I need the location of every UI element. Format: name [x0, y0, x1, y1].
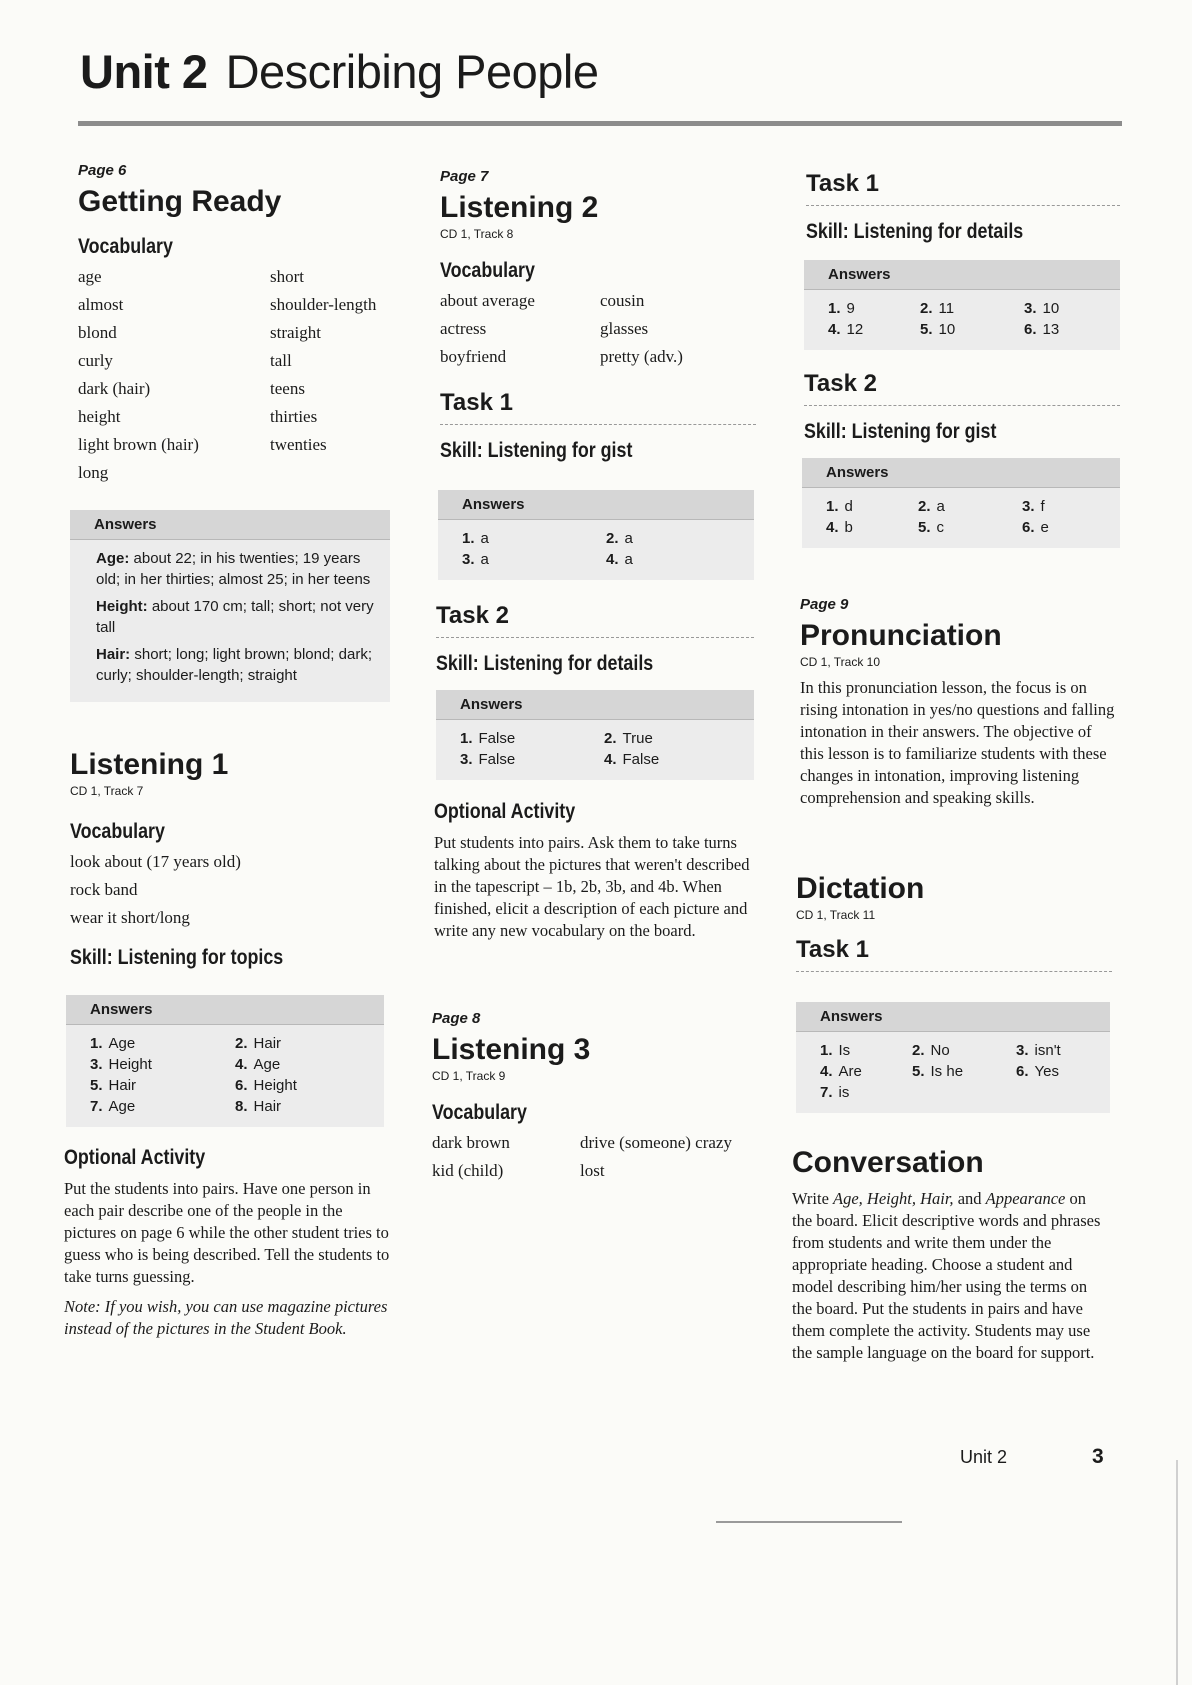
optional-heading: Optional Activity: [64, 1146, 206, 1169]
vocab-item: age: [78, 267, 102, 286]
skill-heading: Skill: Listening for gist: [440, 439, 633, 462]
section-title: Getting Ready: [78, 185, 282, 218]
task-heading: Task 2: [436, 602, 754, 638]
vocabulary-heading: Vocabulary: [432, 1101, 527, 1124]
answer-label: Height:: [96, 598, 148, 615]
skill-heading: Skill: Listening for details: [436, 652, 654, 675]
answer-item: [820, 1061, 912, 1082]
answer-paragraph: [70, 644, 390, 686]
answer-value: Height: [108, 1056, 152, 1073]
answer-number: 5.: [912, 1063, 925, 1080]
answer-value: d: [844, 498, 853, 515]
answer-item: [235, 1096, 384, 1117]
answer-value: Hair: [108, 1077, 137, 1094]
answer-item: [235, 1054, 384, 1075]
italic-term: Appearance: [985, 1189, 1066, 1208]
vocabulary-heading: Vocabulary: [70, 820, 165, 843]
vocab-column: [600, 287, 756, 371]
answer-number: 6.: [1016, 1063, 1029, 1080]
answer-number: 7.: [90, 1098, 103, 1115]
vocab-item: twenties: [270, 435, 327, 454]
answer-number: 1.: [826, 498, 839, 515]
answer-value: a: [480, 551, 489, 568]
vocab-item: almost: [78, 295, 124, 314]
pronunciation-section: [800, 596, 1116, 809]
answer-item: [462, 528, 606, 549]
answer-value: Hair: [253, 1035, 282, 1052]
answer-label: Hair:: [96, 646, 131, 663]
answer-number: 2.: [912, 1042, 925, 1059]
answer-value: True: [622, 730, 653, 747]
answer-number: 4.: [820, 1063, 833, 1080]
answers-list: [438, 528, 754, 570]
answers-box: [802, 458, 1120, 548]
page-ref: Page 7: [440, 168, 489, 185]
answer-value: Height: [253, 1077, 297, 1094]
answer-item: [820, 1040, 912, 1061]
pronunciation-text: In this pronunciation lesson, the focus is on rising intonation in yes/no questions and falling intonation in their answers. The objective of this lesson is to familiarize students with these changes in intonation, improving listening comprehension and speaking skills.: [800, 678, 1115, 807]
answer-value: is: [838, 1084, 850, 1101]
vocab-item: blond: [78, 323, 117, 342]
answer-label: Age:: [96, 550, 130, 567]
page-ref: Page 9: [800, 596, 849, 613]
col3-task1: [806, 170, 1120, 244]
answer-number: 7.: [820, 1084, 833, 1101]
answers-list: [436, 728, 754, 770]
answer-value: Are: [838, 1063, 862, 1080]
answer-item: [1022, 496, 1120, 517]
answer-item: [460, 728, 604, 749]
dictation-section: [796, 872, 1112, 972]
answer-number: 5.: [90, 1077, 103, 1094]
answer-value: Is: [838, 1042, 851, 1059]
answers-list: [66, 1033, 384, 1117]
title-divider: [78, 121, 1122, 126]
answer-number: 1.: [462, 530, 475, 547]
optional-heading: Optional Activity: [434, 800, 576, 823]
task-heading: Task 1: [796, 936, 1112, 972]
task-heading: Task 2: [804, 370, 1120, 406]
vocabulary-list: [78, 263, 390, 487]
task-heading: Task 1: [440, 389, 756, 425]
italic-terms: Age, Height, Hair,: [833, 1189, 954, 1208]
optional-text: Put students into pairs. Ask them to take turns talking about the pictures that weren't described in the tapescript – 1b, 2b, 3b, and 4b. When finished, elicit a description of each picture and write any new vocabulary on the board.: [434, 833, 750, 940]
getting-ready-section: [78, 162, 390, 487]
vocabulary-list: [440, 287, 756, 371]
vocabulary-heading: Vocabulary: [78, 235, 173, 258]
vocab-item: lost: [580, 1161, 605, 1180]
answer-paragraph: [70, 596, 390, 638]
answers-box: [66, 995, 384, 1127]
answer-value: e: [1040, 519, 1049, 536]
vocab-item: teens: [270, 379, 305, 398]
vocabulary-list: [432, 1129, 754, 1185]
listening2-section: [440, 168, 756, 463]
vocab-item: dark (hair): [78, 379, 151, 398]
answers-label: Answers: [796, 1002, 1110, 1032]
answer-item: [606, 528, 754, 549]
vocab-item: glasses: [600, 319, 649, 338]
answer-item: [235, 1075, 384, 1096]
listening3-section: [432, 1010, 754, 1185]
skill-heading: Skill: Listening for topics: [70, 946, 284, 969]
answer-item: [235, 1033, 384, 1054]
answer-paragraph: [70, 548, 390, 590]
page-edge: [1176, 1460, 1178, 1685]
vocab-item: shoulder-length: [270, 295, 377, 314]
answer-number: 6.: [1024, 321, 1037, 338]
answer-number: 2.: [235, 1035, 248, 1052]
answer-number: 1.: [460, 730, 473, 747]
vocab-item: drive (someone) crazy: [580, 1133, 732, 1152]
answer-value: b: [844, 519, 853, 536]
answer-number: 3.: [462, 551, 475, 568]
answer-value: Hair: [253, 1098, 282, 1115]
answers-label: Answers: [438, 490, 754, 520]
vocab-item: cousin: [600, 291, 645, 310]
answer-value: 13: [1042, 321, 1060, 338]
answer-number: 4.: [828, 321, 841, 338]
vocab-item: curly: [78, 351, 113, 370]
answer-number: 2.: [918, 498, 931, 515]
answer-value: False: [478, 730, 516, 747]
answer-item: [1016, 1061, 1110, 1082]
answer-number: 3.: [460, 751, 473, 768]
vocab-item: straight: [270, 323, 321, 342]
answers-label: Answers: [802, 458, 1120, 488]
vocab-column: [432, 1129, 570, 1185]
vocab-column: [270, 263, 390, 487]
vocab-item: look about (17 years old): [70, 852, 241, 871]
track-label: CD 1, Track 7: [70, 784, 144, 798]
answers-list: [796, 1040, 1110, 1103]
section-title: Listening 2: [440, 191, 599, 224]
answer-value: isn't: [1034, 1042, 1061, 1059]
vocabulary-list: [70, 848, 390, 932]
vocab-item: height: [78, 407, 121, 426]
answer-item: [912, 1061, 1016, 1082]
answer-number: 3.: [1022, 498, 1035, 515]
answer-item: [828, 319, 920, 340]
answer-value: a: [480, 530, 489, 547]
answer-item: [90, 1075, 235, 1096]
answer-value: No: [930, 1042, 950, 1059]
answer-item: [1024, 319, 1120, 340]
page-ref: Page 6: [78, 162, 127, 179]
optional-activity: [64, 1146, 390, 1340]
answers-box: [70, 510, 390, 702]
answers-label: Answers: [70, 510, 390, 540]
vocab-item: boyfriend: [440, 347, 507, 366]
answer-value: Yes: [1034, 1063, 1059, 1080]
answer-number: 1.: [820, 1042, 833, 1059]
answer-item: [1016, 1040, 1110, 1061]
text-fragment: on the board. Elicit descriptive words and phrases from students and write them under the appropriate heading. Choose a student and model describing him/her using the terms on the board. Put the students in pairs and have them complete the activity. Students may use the sample language on the board for support.: [792, 1189, 1101, 1362]
answer-value: False: [478, 751, 516, 768]
section-title: Dictation: [796, 872, 925, 905]
answer-item: [820, 1082, 912, 1103]
answer-item: [828, 298, 920, 319]
answer-number: 3.: [90, 1056, 103, 1073]
conversation-text: [792, 1188, 1106, 1364]
track-label: CD 1, Track 11: [796, 908, 876, 922]
answers-box: [438, 490, 754, 580]
answer-value: Is he: [930, 1063, 964, 1080]
answer-value: 10: [938, 321, 956, 338]
optional-activity: [434, 800, 756, 942]
vocab-item: short: [270, 267, 304, 286]
vocab-item: thirties: [270, 407, 318, 426]
answers-label: Answers: [436, 690, 754, 720]
answer-item: [920, 298, 1024, 319]
section-title: Pronunciation: [800, 619, 1002, 652]
answer-item: [604, 749, 754, 770]
track-label: CD 1, Track 9: [432, 1069, 506, 1083]
answers-box: [804, 260, 1120, 350]
answer-value: 9: [846, 300, 855, 317]
answer-item: [918, 517, 1022, 538]
answer-value: a: [936, 498, 945, 515]
page-title: [80, 44, 599, 99]
answer-number: 2.: [920, 300, 933, 317]
answer-item: [912, 1040, 1016, 1061]
answer-value: Age: [108, 1035, 136, 1052]
section-title: Conversation: [792, 1146, 984, 1179]
answer-number: 4.: [606, 551, 619, 568]
vocab-item: tall: [270, 351, 292, 370]
answers-label: Answers: [66, 995, 384, 1025]
answers-label: Answers: [804, 260, 1120, 290]
vocab-item: wear it short/long: [70, 908, 190, 927]
page-number: 3: [1092, 1445, 1104, 1468]
answer-value: c: [936, 519, 945, 536]
track-label: CD 1, Track 8: [440, 227, 514, 241]
optional-text: Put the students into pairs. Have one person in each pair describe one of the people in the pictures on page 6 while the other student tries to guess who is being described. Tell the students to take turns guessing.: [64, 1179, 390, 1286]
footer-unit-label: Unit 2: [960, 1447, 1008, 1467]
vocab-item: rock band: [70, 880, 138, 899]
answer-value: False: [622, 751, 660, 768]
answer-number: 5.: [918, 519, 931, 536]
answer-item: [604, 728, 754, 749]
answers-box: [436, 690, 754, 780]
vocabulary-heading: Vocabulary: [440, 259, 535, 282]
answer-number: 6.: [235, 1077, 248, 1094]
text-fragment: and: [953, 1189, 986, 1208]
answer-item: [606, 549, 754, 570]
vocab-item: pretty (adv.): [600, 347, 683, 366]
vocab-item: about average: [440, 291, 535, 310]
answer-text: about 22; in his twenties; 19 years old; in her thirties; almost 25; in her teens: [96, 550, 371, 588]
answer-item: [90, 1096, 235, 1117]
answer-text: short; long; light brown; blond; dark; curly; shoulder-length; straight: [96, 646, 372, 684]
answer-number: 1.: [90, 1035, 103, 1052]
answer-number: 3.: [1016, 1042, 1029, 1059]
answer-number: 5.: [920, 321, 933, 338]
answer-number: 2.: [604, 730, 617, 747]
answer-text: about 170 cm; tall; short; not very tall: [96, 598, 374, 636]
answer-item: [920, 319, 1024, 340]
page-ref: Page 8: [432, 1010, 481, 1027]
answers-list: [804, 298, 1120, 340]
vocab-item: kid (child): [432, 1161, 504, 1180]
answer-item: [826, 517, 918, 538]
answer-number: 3.: [1024, 300, 1037, 317]
vocab-column: [440, 287, 590, 371]
answer-value: f: [1040, 498, 1045, 515]
answer-number: 6.: [1022, 519, 1035, 536]
skill-heading: Skill: Listening for details: [806, 220, 1024, 243]
answer-item: [462, 549, 606, 570]
answer-item: [460, 749, 604, 770]
answers-list: [70, 548, 390, 686]
answer-number: 4.: [604, 751, 617, 768]
vocab-item: dark brown: [432, 1133, 510, 1152]
section-title: Listening 1: [70, 748, 229, 781]
vocab-item: light brown (hair): [78, 435, 199, 454]
task2-section: [436, 602, 754, 676]
answers-box: [796, 1002, 1110, 1113]
answer-number: 8.: [235, 1098, 248, 1115]
answer-number: 2.: [606, 530, 619, 547]
answer-value: Age: [253, 1056, 281, 1073]
answer-item: [1022, 517, 1120, 538]
answer-value: a: [624, 530, 633, 547]
answer-number: 4.: [235, 1056, 248, 1073]
answer-item: [826, 496, 918, 517]
skill-heading: Skill: Listening for gist: [804, 420, 997, 443]
vocab-column: [580, 1129, 754, 1185]
vocab-column: [78, 263, 260, 487]
vocab-item: actress: [440, 319, 487, 338]
conversation-section: [792, 1146, 1106, 1364]
col3-task2: [804, 370, 1120, 444]
note-text: Note: If you wish, you can use magazine pictures instead of the pictures in the Student Book.: [64, 1297, 388, 1338]
answer-item: [918, 496, 1022, 517]
unit-number: Unit 2: [80, 45, 208, 98]
answer-value: 11: [938, 300, 955, 317]
answer-value: a: [624, 551, 633, 568]
answer-item: [90, 1054, 235, 1075]
vocab-item: long: [78, 463, 109, 482]
answer-value: Age: [108, 1098, 136, 1115]
listening1-section: [70, 748, 390, 970]
text-fragment: Write: [792, 1189, 834, 1208]
answer-value: 10: [1042, 300, 1060, 317]
answers-list: [802, 496, 1120, 538]
answer-number: 4.: [826, 519, 839, 536]
unit-title-text: Describing People: [225, 45, 599, 98]
answer-number: 1.: [828, 300, 841, 317]
section-title: Listening 3: [432, 1033, 591, 1066]
bottom-divider: [716, 1521, 902, 1523]
answer-item: [1024, 298, 1120, 319]
task-heading: Task 1: [806, 170, 1120, 206]
track-label: CD 1, Track 10: [800, 655, 881, 669]
answer-value: 12: [846, 321, 864, 338]
answer-item: [90, 1033, 235, 1054]
